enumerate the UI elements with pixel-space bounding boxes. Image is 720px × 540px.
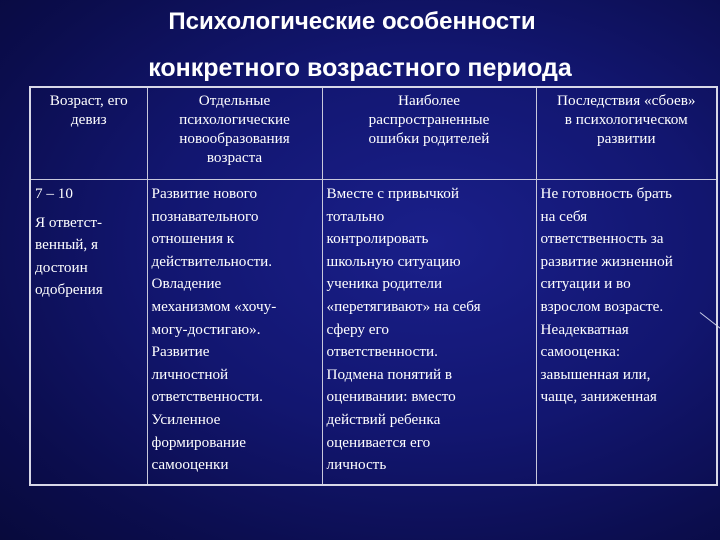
neoformations-line: механизмом «хочу- [151,297,277,315]
neoformations-line: Усиленное [151,410,221,428]
parent-mistakes-line: действий ребенка [326,410,441,428]
age-range: 7 – 10 [35,185,73,202]
parent-mistakes-line: школьную ситуацию [326,252,461,270]
cell-neoformations [147,180,322,486]
header-neoformations-line: психологические [179,111,290,128]
slide-title-line-1: Психологические особенности [168,8,536,35]
consequences-line: самооценка: [540,343,621,361]
motto-line: одобрения [35,281,103,299]
consequences-line: чаще, заниженная [540,388,657,406]
header-neoformations-line: новообразования [179,130,290,147]
consequences-line: на себя [540,207,588,225]
parent-mistakes-line: ответственности. [326,343,438,361]
neoformations-line: Развитие нового [151,185,258,202]
motto-line: венный, я [35,236,98,254]
header-age-motto-line: Возраст, его [49,92,128,109]
header-age-motto-line: девиз [70,111,107,128]
table-row [30,180,717,486]
consequences-line: Неадекватная [540,320,629,338]
neoformations-line: действительности. [151,252,273,270]
neoformations-line: ответственности. [151,388,263,406]
header-parent-mistakes [322,87,536,180]
parent-mistakes-line: сферу его [326,320,389,338]
header-age-motto [30,87,147,180]
header-parent-mistakes-line: Наиболее [397,92,461,109]
cell-parent-mistakes [322,180,536,486]
parent-mistakes-line: оценивании: вместо [326,388,456,406]
cell-consequences [536,180,717,486]
header-consequences-line: развитии [596,130,656,147]
neoformations-line: могу-достигаю». [151,320,261,338]
neoformations-line: отношения к [151,230,235,248]
header-consequences [536,87,717,180]
header-parent-mistakes-line: ошибки родителей [368,130,490,147]
age-period-table [29,86,718,486]
consequences-line: Не готовность брать [540,185,672,202]
header-neoformations-line: Отдельные [198,92,271,109]
header-consequences-line: в психологическом [564,111,688,128]
parent-mistakes-line: оценивается его [326,433,431,451]
parent-mistakes-line: личность [326,456,387,474]
parent-mistakes-line: ученика родители [326,275,443,293]
consequences-line: ответственность за [540,230,664,248]
consequences-line: ситуации и во [540,275,631,293]
parent-mistakes-line: тотально [326,207,385,225]
neoformations-line: Овладение [151,275,222,293]
header-neoformations [147,87,322,180]
neoformations-line: самооценки [151,456,229,474]
motto-line: достоин [35,258,88,276]
cell-age-motto [30,180,147,486]
slide-title-line-2: конкретного возрастного периода [148,54,572,82]
parent-mistakes-line: «перетягивают» на себя [326,297,481,315]
table-header-row [30,87,717,180]
consequences-line: взрослом возрасте. [540,297,664,315]
neoformations-line: познавательного [151,207,259,225]
neoformations-line: личностной [151,365,229,383]
consequences-line: развитие жизненной [540,252,673,270]
motto-line: Я ответст- [35,213,103,231]
consequences-line: завышенная или, [540,365,651,383]
header-parent-mistakes-line: распространенные [368,111,490,128]
neoformations-line: Развитие [151,343,210,361]
neoformations-line: формирование [151,433,246,451]
parent-mistakes-line: Подмена понятий в [326,365,453,383]
parent-mistakes-line: Вместе с привычкой [326,185,460,202]
parent-mistakes-line: контролировать [326,230,429,248]
header-consequences-line: Последствия «сбоев» [556,92,696,109]
header-neoformations-line: возраста [206,149,263,166]
